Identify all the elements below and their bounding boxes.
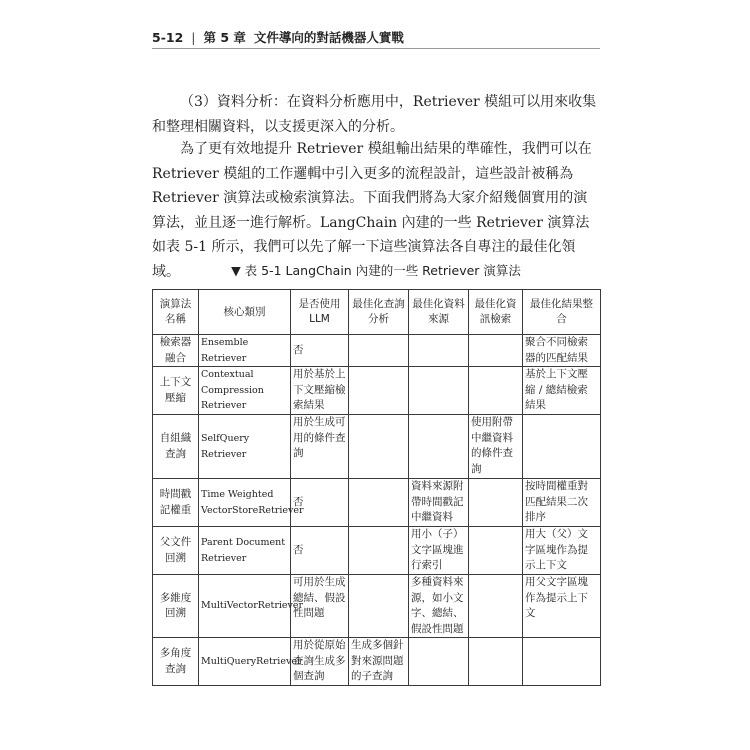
cell-query: [349, 527, 409, 575]
running-head: [152, 28, 600, 46]
cell-name: 父文件回溯: [153, 527, 199, 575]
cell-source: [409, 367, 469, 415]
cell-llm: 否: [291, 335, 349, 367]
cell-name: 多維度回溯: [153, 575, 199, 638]
table-row: [153, 415, 601, 479]
cell-name: 檢索器融合: [153, 335, 199, 367]
cell-info: 使用附帶中繼資料的條件查詢: [469, 415, 523, 479]
retriever-algorithm-table: [152, 289, 601, 686]
header-info-retrieval: 最佳化資訊檢索: [469, 290, 523, 335]
header-rule: [152, 48, 600, 49]
table-caption: ▼ 表 5-1 LangChain 內建的一些 Retriever 演算法: [231, 263, 521, 278]
cell-core-class: Time Weighted VectorStoreRetriever: [199, 479, 291, 527]
cell-name: 上下文壓縮: [153, 367, 199, 415]
header-query-analysis: 最佳化查詢分析: [349, 290, 409, 335]
cell-source: [409, 638, 469, 686]
cell-llm: 否: [291, 527, 349, 575]
cell-core-class: Ensemble Retriever: [199, 335, 291, 367]
cell-query: [349, 335, 409, 367]
cell-result: 基於上下文壓縮 / 總結檢索結果: [523, 367, 601, 415]
cell-info: [469, 367, 523, 415]
cell-core-class: Parent Document Retriever: [199, 527, 291, 575]
cell-query: [349, 575, 409, 638]
cell-llm: 用於基於上下文壓縮檢索結果: [291, 367, 349, 415]
header-result-integration: 最佳化結果整合: [523, 290, 601, 335]
cell-llm: 否: [291, 479, 349, 527]
cell-core-class: MultiVectorRetriever: [199, 575, 291, 638]
cell-result: [523, 638, 601, 686]
cell-source: [409, 335, 469, 367]
cell-query: [349, 367, 409, 415]
header-uses-llm: 是否使用 LLM: [291, 290, 349, 335]
header-separator: |: [191, 29, 196, 45]
cell-query: [349, 415, 409, 479]
cell-core-class: Contextual Compression Retriever: [199, 367, 291, 415]
cell-source: 多種資料來源，如小文字、總結、假設性問題: [409, 575, 469, 638]
cell-result: 用父文字區塊作為提示上下文: [523, 575, 601, 638]
header-algorithm-name: 演算法名稱: [153, 290, 199, 335]
cell-result: 聚合不同檢索器的匹配結果: [523, 335, 601, 367]
table-header-row: [153, 290, 601, 335]
table-row: [153, 479, 601, 527]
paragraph-data-analysis: （3）資料分析：在資料分析應用中，Retriever 模組可以用來收集和整理相關資料，以支援更深入的分析。: [152, 94, 597, 135]
table-row: [153, 527, 601, 575]
table-row: [153, 575, 601, 638]
cell-result: 用大（父）文字區塊作為提示上下文: [523, 527, 601, 575]
header-data-source: 最佳化資料來源: [409, 290, 469, 335]
cell-info: [469, 638, 523, 686]
cell-name: 時間戳記權重: [153, 479, 199, 527]
header-core-class: 核心類別: [199, 290, 291, 335]
cell-llm: 可用於生成總結、假設性問題: [291, 575, 349, 638]
cell-core-class: SelfQuery Retriever: [199, 415, 291, 479]
table-row: [153, 638, 601, 686]
cell-name: 多角度查詢: [153, 638, 199, 686]
cell-source: [409, 415, 469, 479]
cell-info: [469, 575, 523, 638]
cell-info: [469, 479, 523, 527]
paragraph-retriever-algorithms: 為了更有效地提升 Retriever 模組輸出結果的準確性，我們可以在 Retriever 模組的工作邏輯中引入更多的流程設計，這些設計被稱為 Retriever 演算法或檢索演算法。下面我們將為大家介紹幾個實用的演算法，並且逐一進行解析。LangChain 內建的一些 Retriever 演算法如表 5-1 所示，我們可以先了解一下這些演算法各自專注的最佳化領域。: [152, 141, 592, 280]
table-row: [153, 335, 601, 367]
cell-query: 生成多個針對來源問題的子查詢: [349, 638, 409, 686]
cell-query: [349, 479, 409, 527]
cell-name: 自組織查詢: [153, 415, 199, 479]
cell-info: [469, 335, 523, 367]
cell-info: [469, 527, 523, 575]
table-row: [153, 367, 601, 415]
cell-llm: 用於從原始查詢生成多個查詢: [291, 638, 349, 686]
cell-core-class: MultiQueryRetriever: [199, 638, 291, 686]
cell-source: 用小（子）文字區塊進行索引: [409, 527, 469, 575]
chapter-title: 文件導向的對話機器人實戰: [253, 30, 404, 45]
cell-result: 按時間權重對匹配結果二次排序: [523, 479, 601, 527]
page-number: 5-12: [152, 29, 184, 45]
cell-result: [523, 415, 601, 479]
cell-source: 資料來源附帶時間戳記中繼資料: [409, 479, 469, 527]
cell-llm: 用於生成可用的條件查詢: [291, 415, 349, 479]
chapter-label: 第 5 章: [203, 30, 246, 45]
